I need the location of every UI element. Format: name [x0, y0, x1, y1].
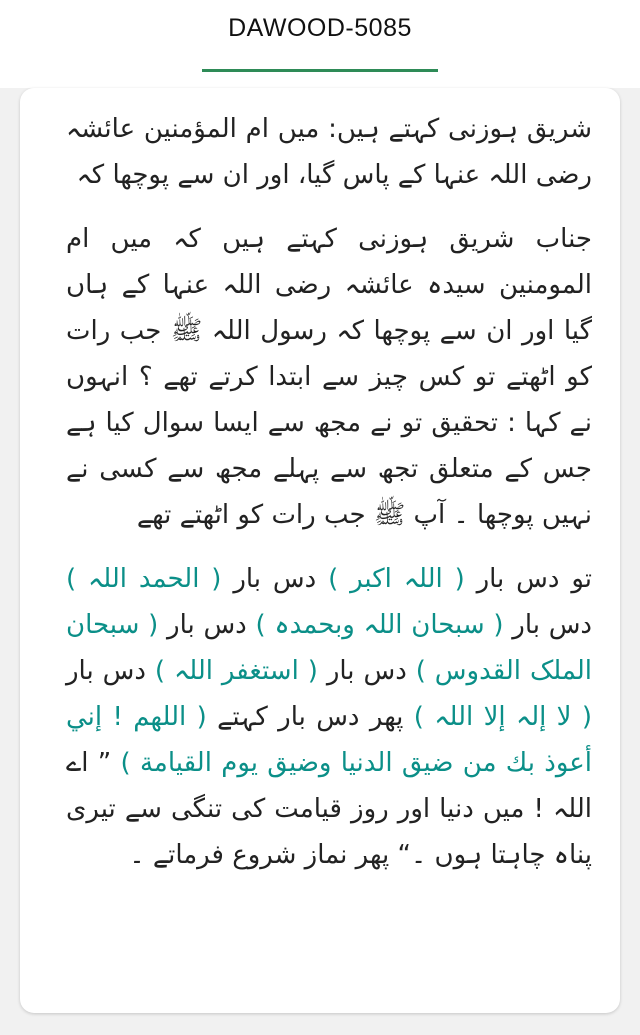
dhikr-1-pre: تو دس بار — [476, 564, 592, 594]
dhikr-astaghfirullah: ( استغفر اللہ ) — [154, 656, 318, 686]
hadith-dhikr — [66, 556, 592, 878]
dhikr-2-pre: دس بار — [233, 564, 317, 594]
page-title: DAWOOD-5085 — [228, 14, 412, 42]
dhikr-la-ilaha-illallah: ( لا إلہ إلا اللہ ) — [413, 702, 592, 732]
dhikr-3-post: دس بار — [167, 610, 247, 640]
dhikr-5-post: دس بار — [66, 656, 146, 686]
tab-indicator — [202, 69, 438, 72]
dhikr-subhanal-malikil-quddus: ( سبحان الملک القدوس ) — [66, 610, 593, 686]
dhikr-4-post: دس بار — [326, 656, 407, 686]
dua-translation: ” اے اللہ ! میں دنیا اور روز قیامت کی تنگی سے تیری پناہ چاہتا ہوں ۔“ پھر نماز شروع فرماتے ۔ — [66, 748, 592, 870]
hadith-text — [20, 88, 620, 906]
hadith-intro: شریق ہوزنی کہتے ہیں: میں ام المؤمنین عائشہ رضی اللہ عنہا کے پاس گیا، اور ان سے پوچھا کہ — [66, 114, 592, 190]
dhikr-alhamdulillah: ( الحمد اللہ ) — [66, 564, 222, 594]
app-bar — [0, 0, 640, 88]
hadith-body: جناب شریق ہوزنی کہتے ہیں کہ میں ام المومنین سیدہ عائشہ رضی اللہ عنہا کے ہاں گیا اور ان سے پوچھا کہ رسول اللہ ﷺ جب رات کو اٹھتے تو کس چیز سے ابتدا کرتے تھے ؟ انہوں نے کہا : تحقیق تو نے مجھ سے ایسا سوال کیا ہے جس کے متعلق تجھ سے پہلے مجھ سے کسی نے نہیں پوچھا ۔ آپ ﷺ جب رات کو اٹھتے تھے — [66, 224, 592, 530]
dhikr-2-post: دس بار — [512, 610, 593, 640]
hadith-card — [20, 88, 620, 1013]
dua-arabic: ( اللهم ! إني أعوذ بك من ضيق الدنيا وضيق يوم القيامة ) — [66, 702, 592, 778]
dhikr-subhanallah-wabihamdihi: ( سبحان اللہ وبحمدہ ) — [255, 610, 504, 640]
dhikr-6-post: پھر دس بار کہتے — [217, 702, 404, 732]
dhikr-allahu-akbar: ( اللہ اکبر ) — [328, 564, 465, 594]
